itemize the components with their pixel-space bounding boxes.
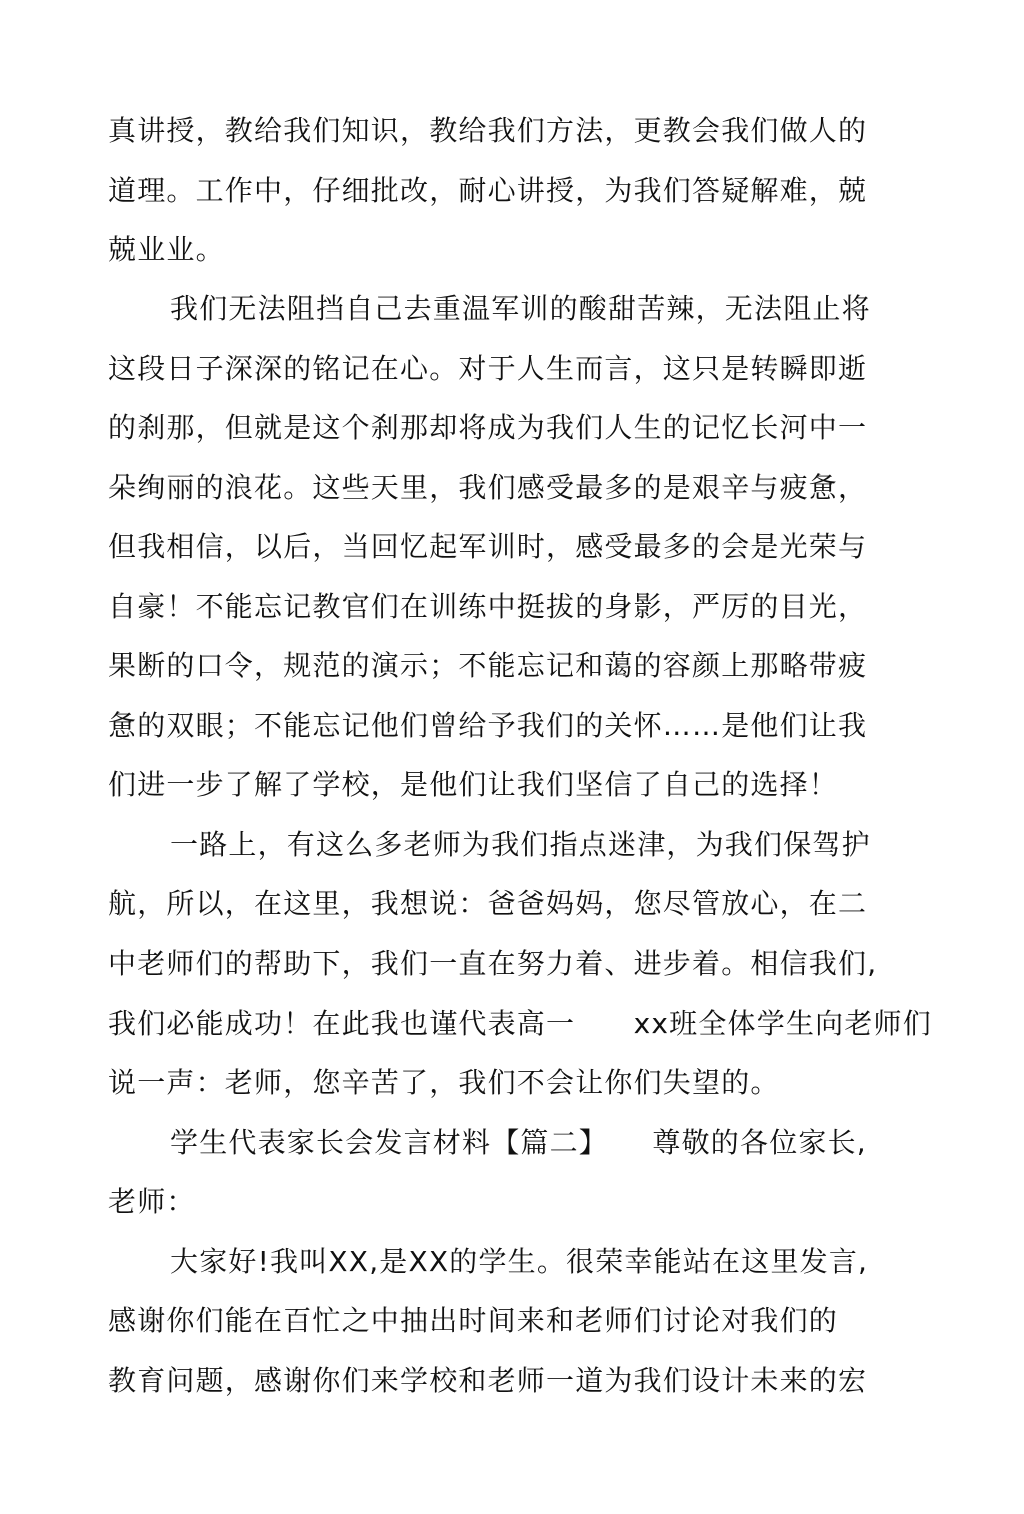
text-line: 但我相信，以后，当回忆起军训时，感受最多的会是光荣与	[108, 530, 868, 563]
paragraph-first-line: 一路上，有这么多老师为我们指点迷津，为我们保驾护	[170, 828, 871, 861]
text-line: 航，所以，在这里，我想说：爸爸妈妈，您尽管放心，在二	[108, 887, 868, 920]
text-line: 自豪！不能忘记教官们在训练中挺拔的身影，严厉的目光，	[108, 590, 868, 623]
text-line: 说一声：老师，您辛苦了，我们不会让你们失望的。	[108, 1066, 780, 1099]
text-line: 感谢你们能在百忙之中抽出时间来和老师们讨论对我们的	[108, 1304, 839, 1337]
paragraph-first-line: 大家好!我叫XX,是XX的学生。很荣幸能站在这里发言,	[170, 1245, 869, 1278]
text-line: 果断的口令，规范的演示；不能忘记和蔼的容颜上那略带疲	[108, 649, 868, 682]
text-line: 兢业业。	[108, 233, 225, 266]
text-line: 朵绚丽的浪花。这些天里，我们感受最多的是艰辛与疲惫，	[108, 471, 868, 504]
section-heading-line: 学生代表家长会发言材料【篇二】 尊敬的各位家长,	[170, 1126, 867, 1159]
text-line: 中老师们的帮助下，我们一直在努力着、进步着。相信我们,	[108, 947, 878, 980]
paragraph-first-line: 我们无法阻挡自己去重温军训的酸甜苦辣，无法阻止将	[170, 292, 871, 325]
text-line: 我们必能成功！在此我也谨代表高一 xx班全体学生向老师们	[108, 1007, 932, 1040]
text-line: 老师：	[108, 1185, 196, 1218]
text-line: 这段日子深深的铭记在心。对于人生而言，这只是转瞬即逝	[108, 352, 868, 385]
text-line: 真讲授，教给我们知识，教给我们方法，更教会我们做人的	[108, 114, 868, 147]
text-line: 的刹那，但就是这个刹那却将成为我们人生的记忆长河中一	[108, 411, 868, 444]
text-line: 们进一步了解了学校，是他们让我们坚信了自己的选择！	[108, 768, 839, 801]
text-line: 道理。工作中，仔细批改，耐心讲授，为我们答疑解难，兢	[108, 174, 868, 207]
text-line: 惫的双眼；不能忘记他们曾给予我们的关怀……是他们让我	[108, 709, 868, 742]
text-line: 教育问题，感谢你们来学校和老师一道为我们设计未来的宏	[108, 1364, 868, 1397]
